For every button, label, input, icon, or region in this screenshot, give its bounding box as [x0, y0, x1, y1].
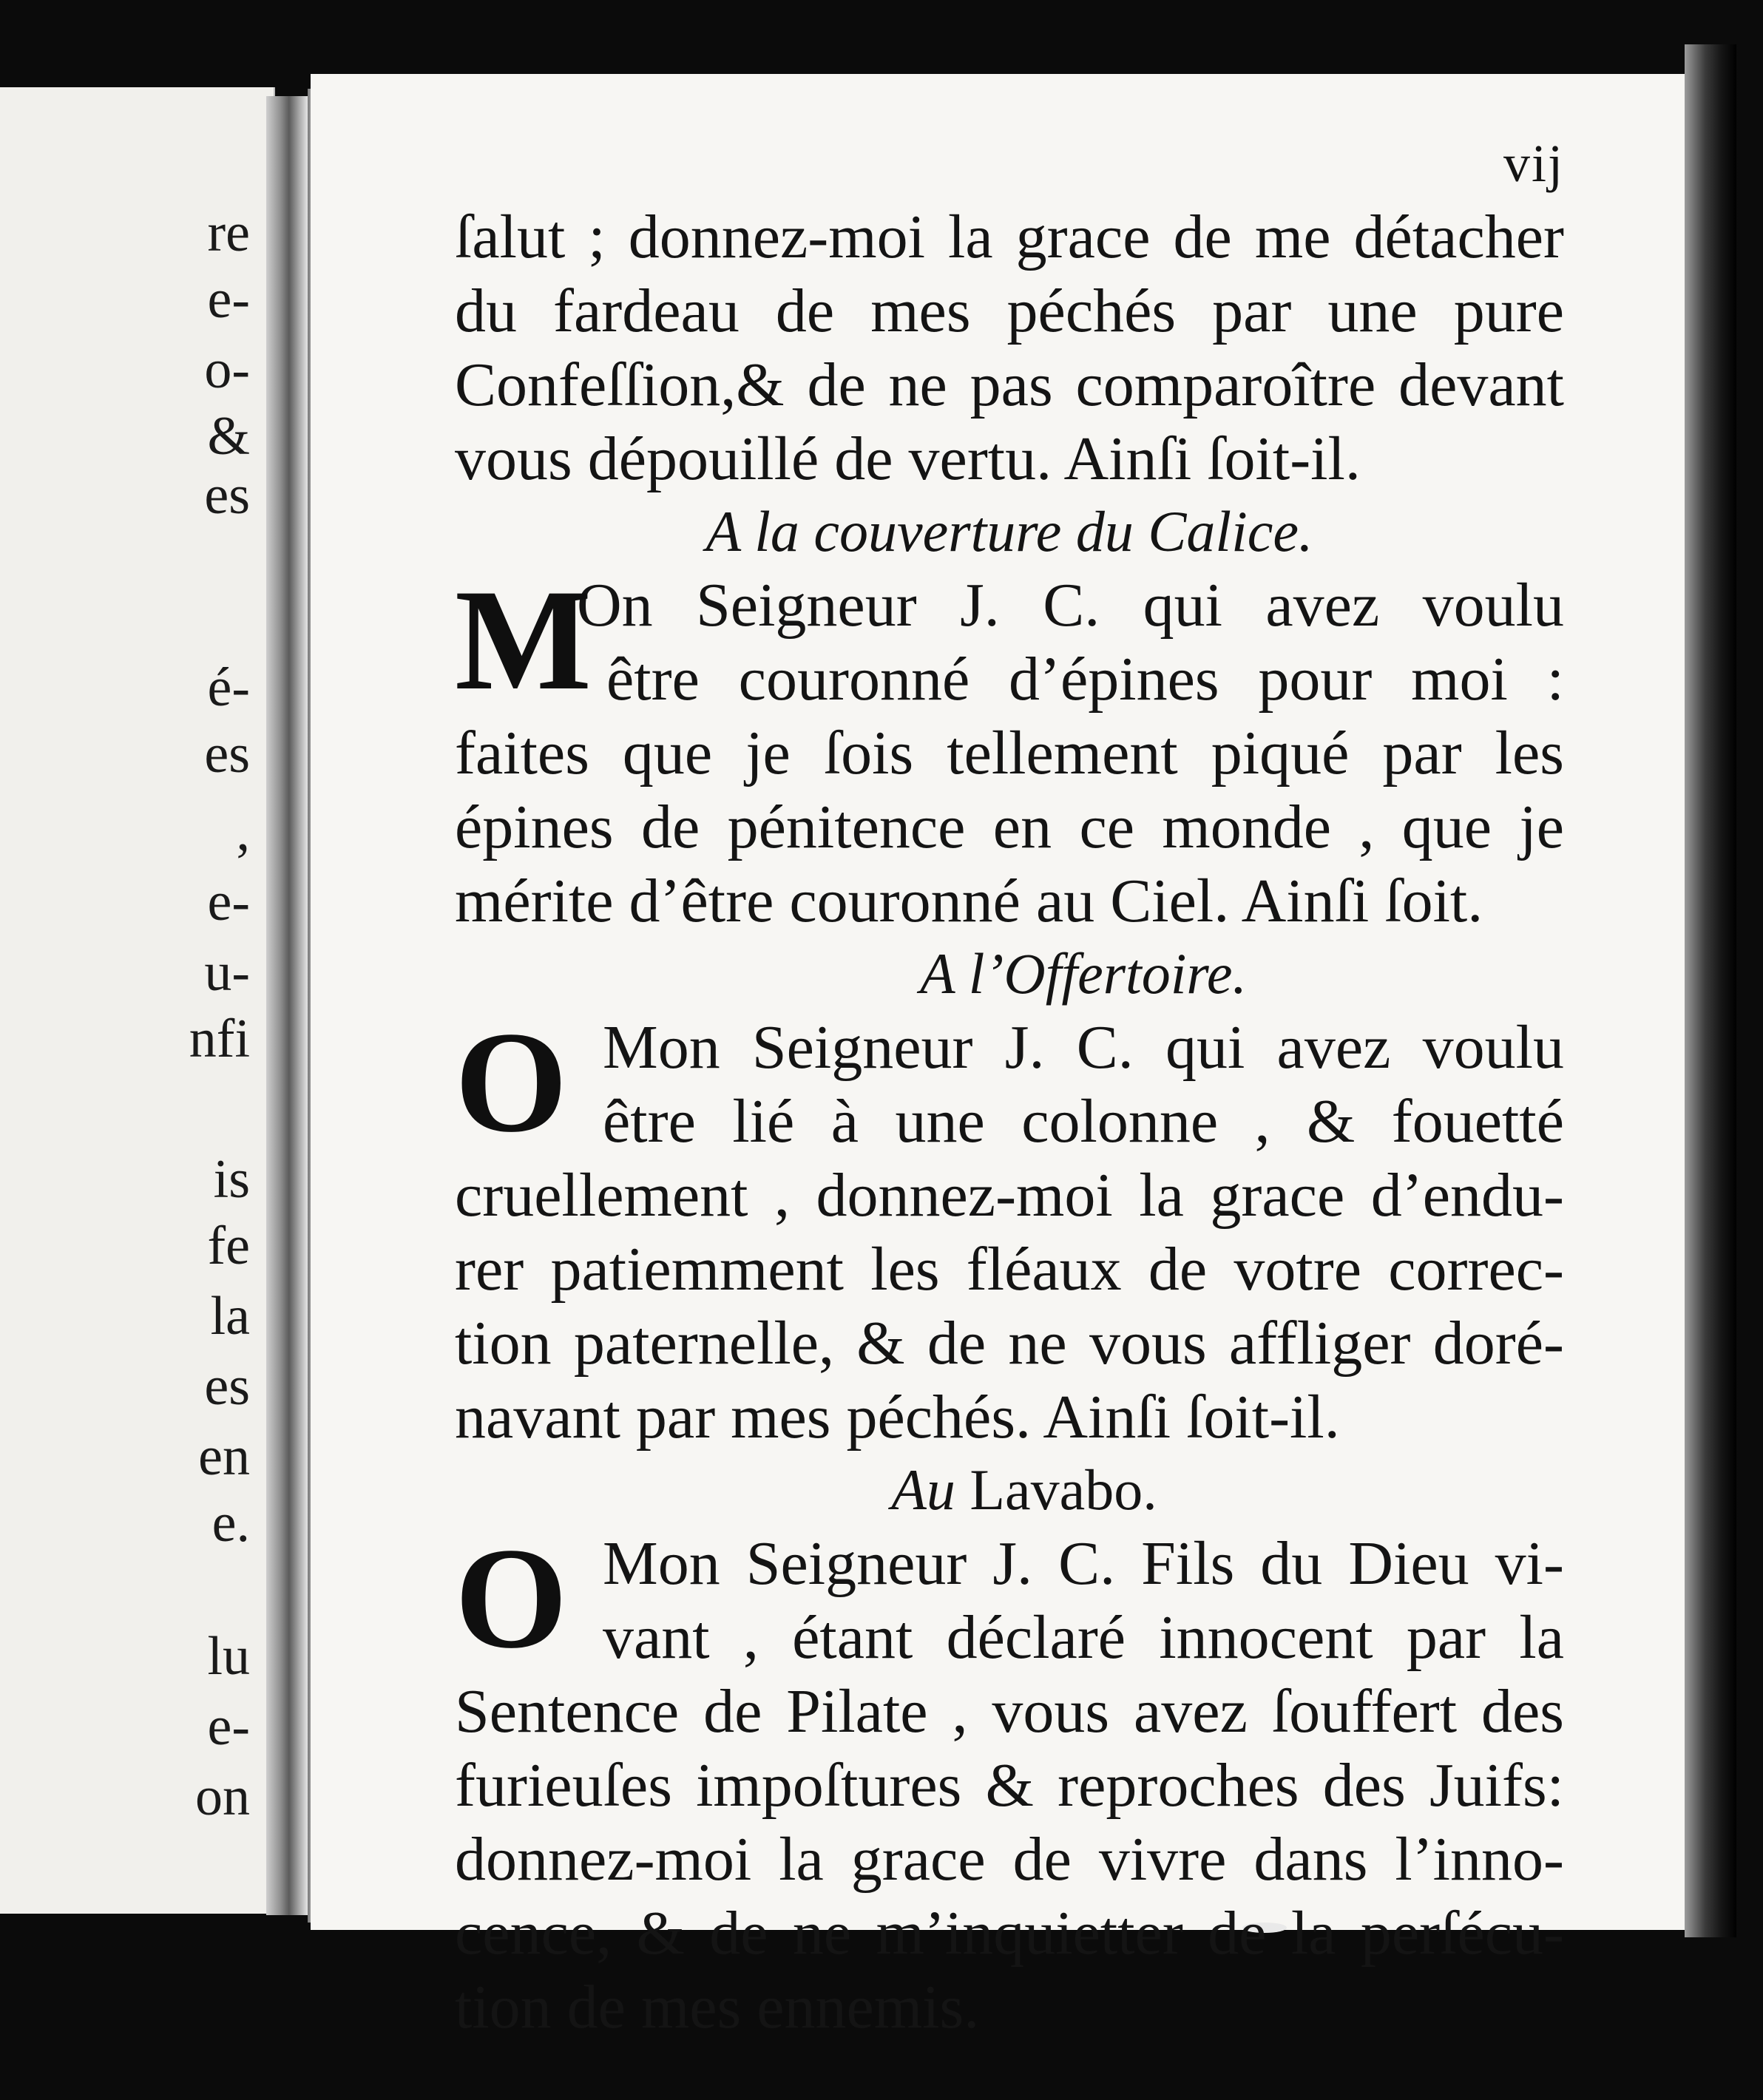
left-page-fragment: es [204, 724, 250, 785]
book-gutter [266, 96, 308, 1915]
left-page-fragment: is [213, 1149, 250, 1210]
left-page-fragment: e. [212, 1493, 250, 1554]
drop-cap: M [455, 560, 592, 720]
text-line: Mon Seigneur J. C. qui avez voulu [603, 1013, 1564, 1082]
text-line: Mon Seigneur J. C. Fils du Dieu vi- [603, 1529, 1564, 1598]
left-page-fragment: , [236, 802, 250, 862]
left-page-fragment: re [207, 203, 250, 263]
left-page-fragment: lu [207, 1626, 250, 1687]
text-line: cence, & de ne m’inquietter de la perſécu- [455, 1899, 1564, 1968]
text-line: navant par mes péchés. Ainſi ſoit-il. [455, 1383, 1340, 1452]
left-page-fragment: o- [204, 339, 250, 400]
left-page-fragment: on [195, 1767, 250, 1827]
text-line: du fardeau de mes péchés par une pure [455, 277, 1564, 345]
text-line: être couronné d’épines pour moi : [606, 645, 1564, 714]
page-edge [1685, 44, 1736, 1937]
section-heading: A la couverture du Calice. [705, 499, 1313, 563]
section-heading: A l’Offertoire. [920, 941, 1247, 1006]
text-line: furieuſes impoſtures & reproches des Juifs: [455, 1751, 1564, 1820]
text-line: On Seigneur J. C. qui avez voulu [577, 571, 1564, 640]
text-line: épines de pénitence en ce monde , que je [455, 793, 1564, 861]
left-page-fragment: e- [207, 269, 250, 330]
left-page-fragment: & [207, 406, 250, 467]
text-line: Confeſſion,& de ne pas comparoître devant [455, 350, 1564, 419]
prayer-paragraph [455, 1518, 1564, 2045]
text-line: vant , étant déclaré innocent par la [603, 1603, 1564, 1672]
prayer-paragraph [455, 1002, 1564, 1454]
text-line: faites que je ſois tellement piqué par les [455, 719, 1564, 788]
left-page-fragment: nfi [189, 1009, 250, 1069]
text-line: rer patiemment les fléaux de votre correc- [455, 1235, 1564, 1304]
text-line: ſalut ; donnez-moi la grace de me détacher [455, 203, 1564, 271]
left-page [0, 87, 275, 1914]
left-page-fragment: la [210, 1286, 250, 1347]
text-line: tion paternelle, & de ne vous affliger doré- [455, 1309, 1564, 1378]
section-heading-roman: Lavabo. [955, 1457, 1157, 1522]
text-line: cruellement , donnez-moi la grace d’endu- [455, 1161, 1564, 1230]
left-page-fragment: e- [207, 872, 250, 932]
text-line: donnez-moi la grace de vivre dans l’inno- [455, 1825, 1564, 1894]
opening-paragraph [455, 200, 1564, 496]
drop-cap: O [455, 1002, 568, 1162]
text-line: vous dépouillé de vertu. Ainſi ſoit-il. [455, 424, 1361, 493]
left-page-fragment: u- [204, 942, 250, 1003]
left-page-fragment: fe [207, 1216, 250, 1276]
section-heading-italic: Au [891, 1457, 955, 1522]
left-page-fragment: e- [207, 1696, 250, 1757]
page-number: vij [1503, 134, 1564, 193]
left-page-fragment: es [204, 1356, 250, 1417]
drop-cap: O [455, 1518, 568, 1679]
section-heading [455, 1454, 1564, 1527]
text-line: tion de mes ennemis. [455, 1973, 980, 2042]
prayer-paragraph [455, 560, 1564, 938]
left-page-fragment: é- [207, 657, 250, 718]
left-page-fragment: es [204, 465, 250, 526]
right-page [311, 74, 1685, 2042]
left-page-fragment: en [198, 1426, 250, 1487]
text-line: être lié à une colonne , & fouetté [603, 1087, 1564, 1156]
page-text [455, 134, 1564, 2045]
text-line: Sentence de Pilate , vous avez ſouffert des [455, 1677, 1564, 1746]
text-line: mérite d’être couronné au Ciel. Ainſi ſoit. [455, 867, 1483, 935]
